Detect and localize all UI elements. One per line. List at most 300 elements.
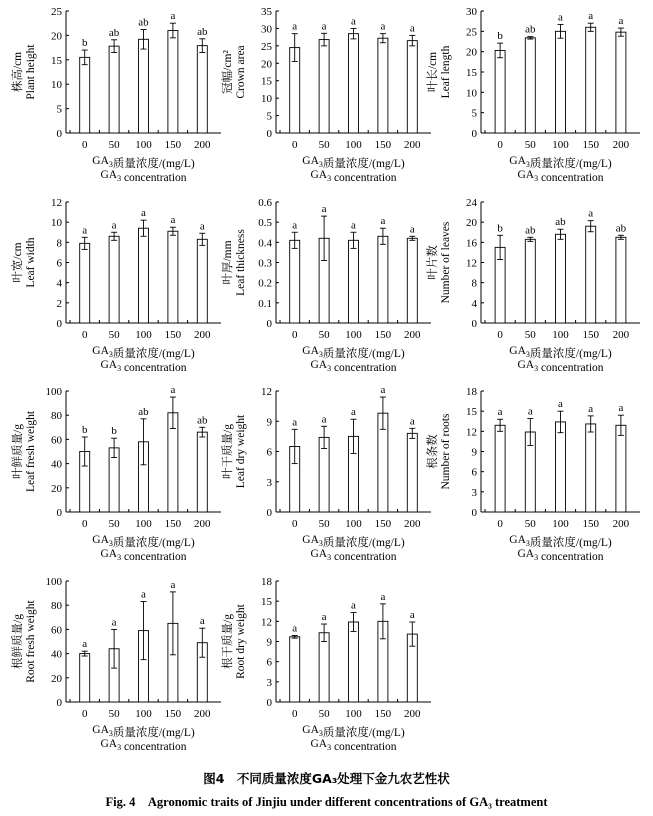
x-axis-label-chinese [302,534,405,549]
x-tick-label: 0 [81,139,88,151]
bar [556,31,566,133]
y-axis-label-chinese: 根干质量/g [222,614,234,669]
y-tick-label: 0.4 [258,237,272,250]
y-tick-label: 30 [466,6,477,18]
significance-letter: a [409,415,415,428]
significance-letter: a [170,384,176,397]
x-tick-label: 200 [404,518,421,530]
y-tick-label: 18 [261,576,272,588]
x-tick-label: 0 [497,329,503,341]
significance-letter: ab [525,224,536,237]
bar [495,425,505,512]
y-tick-label: 35 [261,6,272,18]
x-tick-label: 100 [345,708,362,720]
figure-caption-english: Fig. 4 Agronomic traits of Jinjiu under different concentrations of GA₃ treatment [105,795,548,809]
label-fragment: GA [92,155,109,167]
x-tick-label: 100 [345,329,362,341]
x-tick-label: 50 [108,518,120,530]
significance-letter: a [558,11,563,24]
y-tick-label: 20 [51,482,62,495]
x-axis-label-english [310,169,396,184]
y-axis-label-english: Plant height [25,44,37,100]
chart-panel-4 [10,197,221,374]
x-axis-label-chinese [92,155,195,170]
label-subscript: 3 [327,364,332,373]
y-tick-label: 15 [51,54,62,67]
label-fragment: concentration [538,551,604,563]
y-tick-label: 60 [51,624,62,637]
significance-letter: ab [197,25,208,38]
x-tick-label: 0 [497,518,503,530]
label-fragment: 质量浓度/(mg/L) [112,158,195,170]
significance-letter: a [380,590,386,603]
x-axis-label-english [517,548,603,563]
label-subscript: 3 [108,539,113,548]
y-axis-label-chinese: 叶厚/mm [222,240,234,285]
y-axis-label-chinese: 叶鲜质量/g [12,424,24,479]
y-tick-label: 9 [471,446,477,459]
y-tick-label: 6 [56,257,62,270]
y-axis-label-english: Crown area [235,45,247,99]
x-tick-label: 50 [318,708,330,720]
x-tick-label: 150 [374,708,392,720]
x-tick-label: 100 [552,518,569,530]
label-fragment: concentration [538,362,604,374]
label-fragment: GA [310,169,328,181]
bar [586,226,596,323]
y-axis-label-english: Root dry weight [235,604,247,679]
bar [290,240,300,323]
y-tick-label: 4 [471,297,477,310]
y-tick-label: 15 [466,406,477,419]
label-subscript: 3 [534,553,539,562]
y-tick-label: 12 [261,386,272,398]
x-tick-label: 100 [135,139,152,151]
x-tick-label: 200 [612,139,630,151]
y-tick-label: 0.3 [258,257,272,270]
x-axis-label-chinese [92,724,195,739]
y-tick-label: 5 [266,110,272,123]
significance-letter: b [81,423,88,436]
significance-letter: b [497,222,503,235]
bar [139,228,149,323]
y-axis-label-english: Leaf length [440,45,452,99]
y-tick-label: 0 [266,507,272,519]
label-fragment: GA [509,155,526,167]
y-tick-label: 4 [56,277,62,290]
y-tick-label: 20 [466,217,477,230]
y-tick-label: 0 [266,318,272,330]
significance-letter: ab [197,414,208,427]
y-tick-label: 5 [471,107,477,120]
y-tick-label: 3 [266,676,272,689]
significance-letter: a [111,616,117,629]
label-fragment: concentration [331,551,397,563]
chart-panel-9 [425,386,640,563]
label-fragment: GA [92,724,109,736]
x-axis-label-english [517,169,603,184]
y-tick-label: 15 [261,596,272,609]
y-axis-label-chinese: 根鲜质量/g [12,614,24,669]
significance-letter: a [141,207,146,220]
y-tick-label: 8 [56,237,62,250]
y-tick-label: 10 [51,217,62,230]
label-fragment: GA [92,345,109,357]
significance-letter: ab [615,222,627,235]
x-tick-label: 200 [612,329,630,341]
label-fragment: concentration [331,362,397,374]
x-tick-label: 150 [582,518,599,530]
bar [80,57,90,133]
label-fragment: concentration [331,741,397,753]
y-tick-label: 8 [471,277,477,290]
bar [80,654,90,702]
x-tick-label: 50 [318,518,330,530]
significance-letter: a [82,224,88,237]
bar [586,424,596,512]
significance-letter: a [380,215,386,228]
y-tick-label: 0 [56,507,62,519]
label-subscript: 3 [327,743,332,752]
y-tick-label: 0.1 [258,297,272,310]
label-fragment: GA [310,738,328,750]
significance-letter: a [199,615,205,628]
y-tick-label: 20 [261,58,272,71]
label-subscript: 3 [117,553,122,562]
bar [349,622,359,702]
significance-letter: a [409,22,415,35]
x-tick-label: 150 [374,139,392,151]
significance-letter: ab [555,216,566,229]
significance-letter: a [111,219,117,232]
x-tick-label: 50 [108,139,120,151]
significance-letter: a [497,406,503,419]
chart-panel-2 [220,6,431,184]
x-tick-label: 200 [612,518,630,530]
bar [586,27,596,133]
x-tick-label: 150 [582,329,599,341]
significance-letter: a [351,219,356,232]
significance-letter: ab [138,405,149,418]
chart-panel-6 [425,197,640,374]
x-axis-label-chinese [92,345,195,360]
y-tick-label: 9 [266,416,272,429]
label-fragment: GA [302,345,319,357]
y-tick-label: 12 [261,616,272,629]
x-tick-label: 200 [194,518,211,530]
y-tick-label: 12 [51,197,62,209]
x-tick-label: 150 [164,139,182,151]
label-subscript: 3 [318,160,323,169]
x-tick-label: 100 [135,329,152,341]
bar [556,234,566,323]
y-tick-label: 9 [266,636,272,649]
significance-letter: a [170,10,176,23]
significance-letter: ab [108,26,120,39]
significance-letter: a [292,219,298,232]
significance-letter: a [292,622,298,635]
label-subscript: 3 [327,553,332,562]
x-axis-label-english [100,738,186,753]
y-tick-label: 5 [56,103,62,116]
label-fragment: 质量浓度/(mg/L) [112,727,195,739]
label-fragment: GA [509,345,526,357]
chart-panel-5 [220,197,431,374]
bar [378,38,388,133]
bar [197,432,207,512]
y-tick-label: 20 [51,30,62,43]
x-axis-label-chinese [509,345,612,360]
bar [197,239,207,323]
label-fragment: GA [100,548,118,560]
bar [80,243,90,323]
label-subscript: 3 [525,160,530,169]
x-tick-label: 150 [374,518,392,530]
x-axis-label-english [517,359,603,374]
x-tick-label: 150 [164,329,182,341]
y-tick-label: 10 [466,87,477,100]
y-tick-label: 0 [471,318,477,330]
y-tick-label: 25 [51,6,62,18]
label-fragment: 质量浓度/(mg/L) [529,348,612,360]
x-tick-label: 200 [194,139,211,151]
label-fragment: concentration [121,362,187,374]
label-fragment: GA [302,534,319,546]
bar [319,633,329,702]
y-tick-label: 10 [261,93,272,106]
label-subscript: 3 [117,743,122,752]
significance-letter: a [380,20,386,33]
y-axis-label-english: Leaf dry weight [235,414,247,489]
label-subscript: 3 [534,174,539,183]
label-fragment: 质量浓度/(mg/L) [529,158,612,170]
y-tick-label: 15 [466,67,477,79]
label-fragment: concentration [121,741,187,753]
y-tick-label: 0.2 [258,277,272,290]
y-tick-label: 25 [261,40,272,53]
significance-letter: a [409,609,415,622]
significance-letter: a [380,384,386,397]
label-subscript: 3 [525,539,530,548]
x-tick-label: 0 [81,518,88,530]
y-tick-label: 3 [266,476,272,489]
chart-panel-8 [220,384,431,563]
bar [290,637,300,702]
x-axis-label-english [310,359,396,374]
x-tick-label: 50 [524,139,536,151]
chart-panel-3 [425,6,640,184]
bar [616,237,626,323]
significance-letter: b [497,30,503,43]
label-fragment: 质量浓度/(mg/L) [322,727,405,739]
bar [109,46,119,133]
bar [349,240,359,323]
y-tick-label: 0 [56,697,62,709]
y-axis-label-chinese: 叶宽/cm [12,242,24,283]
label-subscript: 3 [108,160,113,169]
y-tick-label: 100 [45,576,62,588]
y-tick-label: 0.6 [258,197,272,209]
x-axis-label-english [100,359,186,374]
x-tick-label: 50 [524,518,536,530]
y-axis-label-chinese: 株高/cm [12,51,24,93]
y-tick-label: 25 [466,26,477,39]
significance-letter: a [321,203,327,216]
x-tick-label: 100 [135,518,152,530]
y-tick-label: 10 [51,79,62,92]
y-tick-label: 0 [266,697,272,709]
y-tick-label: 6 [471,466,477,479]
y-tick-label: 12 [466,257,477,270]
significance-letter: a [321,20,327,33]
label-fragment: concentration [121,172,187,184]
label-subscript: 3 [108,350,113,359]
y-axis-label-english: Leaf width [25,237,37,288]
x-tick-label: 150 [374,329,392,341]
x-tick-label: 150 [164,708,182,720]
significance-letter: a [82,638,88,651]
bar [407,238,417,323]
x-tick-label: 100 [345,139,362,151]
significance-letter: a [199,220,205,233]
y-tick-label: 0 [266,128,272,140]
y-axis-label-english: Number of leaves [440,221,452,304]
significance-letter: a [588,10,594,23]
y-tick-label: 0 [471,128,477,140]
y-tick-label: 24 [466,197,477,209]
label-subscript: 3 [117,364,122,373]
y-tick-label: 80 [51,600,62,613]
x-tick-label: 0 [291,139,298,151]
y-axis-label-english: Leaf thickness [235,229,247,296]
x-tick-label: 200 [404,708,421,720]
x-tick-label: 200 [194,329,211,341]
y-tick-label: 12 [466,426,477,439]
bar [349,34,359,133]
y-tick-label: 15 [261,75,272,88]
bar [616,425,626,512]
bar [168,231,178,323]
y-tick-label: 0 [471,507,477,519]
label-fragment: concentration [331,172,397,184]
y-tick-label: 80 [51,410,62,423]
y-tick-label: 100 [45,386,62,398]
label-fragment: concentration [121,551,187,563]
significance-letter: ab [525,23,536,36]
label-subscript: 3 [327,174,332,183]
y-tick-label: 60 [51,434,62,447]
label-subscript: 3 [525,350,530,359]
significance-letter: a [618,402,624,415]
x-tick-label: 0 [291,518,298,530]
label-fragment: GA [517,359,535,371]
label-fragment: 质量浓度/(mg/L) [112,537,195,549]
x-tick-label: 200 [404,139,421,151]
y-tick-label: 6 [266,656,272,669]
label-subscript: 3 [318,729,323,738]
significance-letter: b [81,37,88,50]
label-fragment: GA [310,359,328,371]
x-tick-label: 0 [81,329,88,341]
y-tick-label: 6 [266,446,272,459]
significance-letter: a [170,578,176,591]
significance-letter: a [409,223,415,236]
x-tick-label: 0 [291,329,298,341]
y-axis-label-chinese: 叶片数 [427,245,439,280]
significance-letter: a [351,599,356,612]
significance-letter: a [588,207,594,220]
x-axis-label-chinese [302,345,405,360]
bar [525,239,535,323]
label-fragment: 质量浓度/(mg/L) [112,348,195,360]
label-fragment: GA [100,738,118,750]
y-tick-label: 20 [466,46,477,59]
chart-panel-7 [10,384,221,563]
y-tick-label: 0 [56,128,62,140]
chart-panel-1 [10,6,221,184]
label-fragment: GA [92,534,109,546]
x-tick-label: 0 [81,708,88,720]
bar [407,41,417,133]
significance-letter: b [111,425,117,438]
x-axis-label-chinese [92,534,195,549]
figure-caption-chinese: 图4 不同质量浓度GA₃处理下金九农艺性状 [203,771,450,786]
y-axis-label-english: Leaf fresh weight [25,410,37,493]
label-fragment: GA [302,724,319,736]
label-fragment: 质量浓度/(mg/L) [322,537,405,549]
label-subscript: 3 [318,539,323,548]
significance-letter: a [321,413,327,426]
label-fragment: 质量浓度/(mg/L) [322,158,405,170]
significance-letter: a [351,15,356,28]
y-tick-label: 30 [261,23,272,36]
label-fragment: GA [517,548,535,560]
y-tick-label: 18 [466,386,477,398]
x-tick-label: 150 [582,139,599,151]
y-axis-label-chinese: 叶干质量/g [222,424,234,479]
x-axis-label-chinese [509,155,612,170]
x-tick-label: 50 [318,329,330,341]
x-tick-label: 0 [291,708,298,720]
label-fragment: GA [100,359,118,371]
label-subscript: 3 [117,174,122,183]
significance-letter: a [292,416,298,429]
x-tick-label: 100 [552,139,569,151]
y-tick-label: 0.5 [258,217,272,230]
x-tick-label: 0 [497,139,503,151]
y-tick-label: 3 [471,486,477,499]
bar [556,422,566,512]
bar [139,39,149,133]
x-axis-label-chinese [509,534,612,549]
label-subscript: 3 [318,350,323,359]
bar [109,236,119,323]
y-axis-label-english: Root fresh weight [25,600,37,683]
y-axis-label-chinese: 冠幅/cm² [222,50,234,94]
significance-letter: a [321,611,327,624]
label-fragment: GA [100,169,118,181]
x-axis-label-english [310,738,396,753]
label-subscript: 3 [108,729,113,738]
label-fragment: 质量浓度/(mg/L) [322,348,405,360]
x-axis-label-english [100,548,186,563]
label-fragment: GA [302,155,319,167]
label-fragment: 质量浓度/(mg/L) [529,537,612,549]
x-tick-label: 150 [164,518,182,530]
significance-letter: a [351,406,356,419]
y-tick-label: 40 [51,458,62,471]
x-tick-label: 50 [108,708,120,720]
